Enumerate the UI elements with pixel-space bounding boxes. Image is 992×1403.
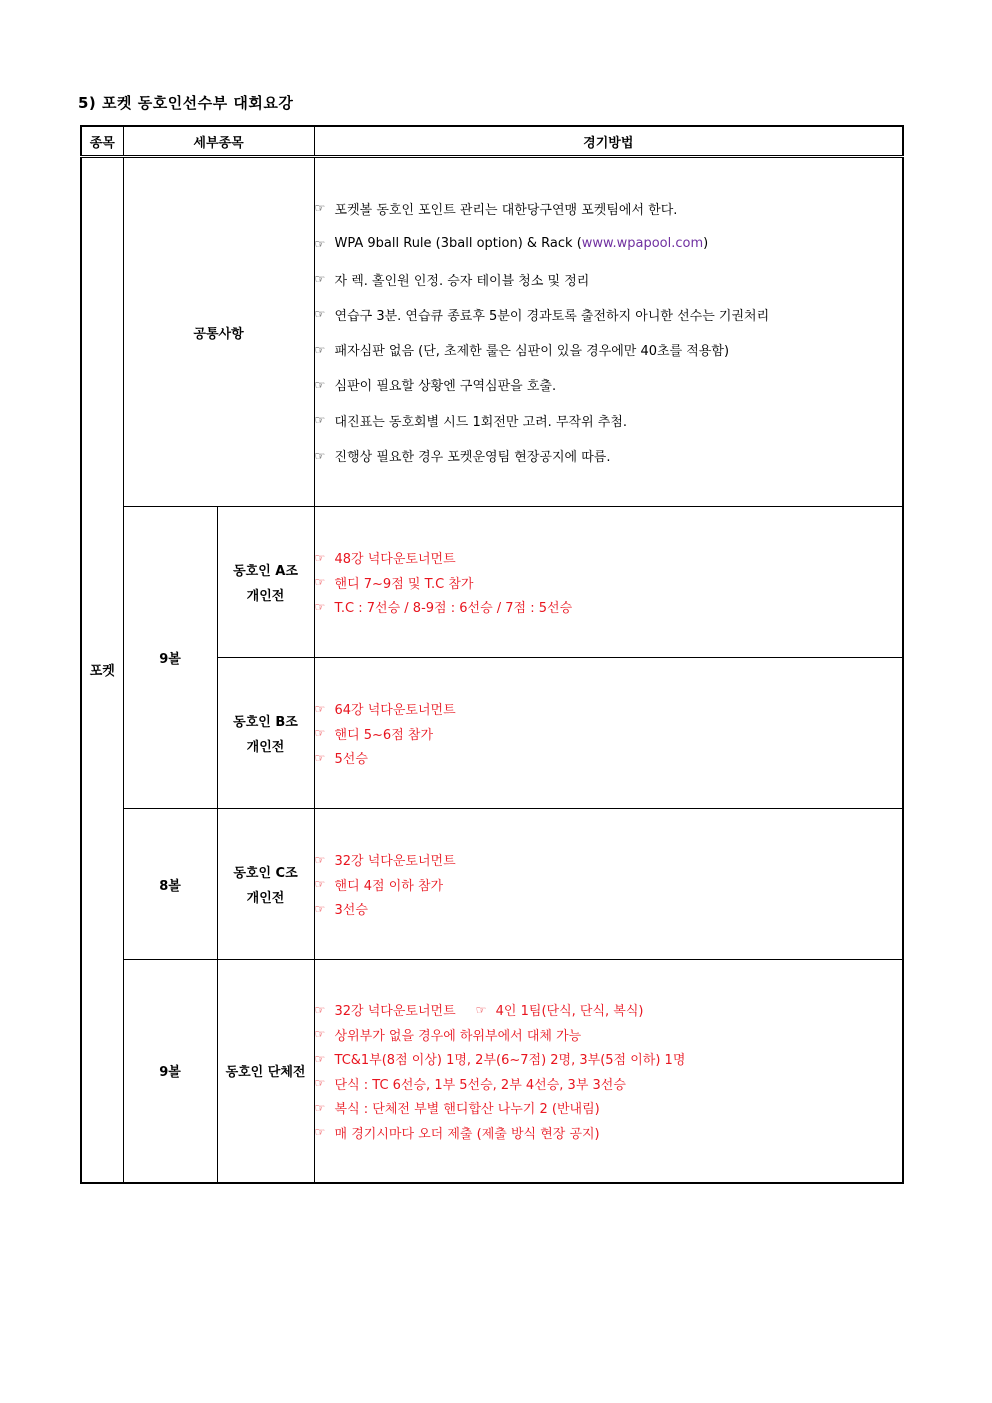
group-c-name: 동호인 C조 개인전 xyxy=(217,809,314,960)
pointing-hand-icon: ☞ xyxy=(314,1051,326,1066)
common-label: 공통사항 xyxy=(123,157,314,507)
group-b-name: 동호인 B조 개인전 xyxy=(217,658,314,809)
rule-line: ☞ 자 렉. 홀인원 인정. 승자 테이블 청소 및 정리 xyxy=(314,272,590,289)
pointing-hand-icon: ☞ xyxy=(314,1100,326,1115)
rule-line: ☞ 대진표는 동호회별 시드 1회전만 고려. 무작위 추첨. xyxy=(314,413,628,430)
group-a-name: 동호인 A조 개인전 xyxy=(217,507,314,658)
ball-type-9ball: 9볼 xyxy=(123,507,217,809)
common-row xyxy=(81,157,903,507)
rule-line: ☞ 포켓볼 동호인 포인트 관리는 대한당구연맹 포켓팀에서 한다. xyxy=(314,201,678,218)
pointing-hand-icon: ☞ xyxy=(314,1076,326,1090)
section-title: 5) 포켓 동호인선수부 대회요강 xyxy=(78,94,294,112)
header-subcategory: 세부종목 xyxy=(123,126,314,157)
group-c-method: ☞ 32강 넉다운토너먼트 ☞ 핸디 4점 이하 참가 ☞ 3선승 xyxy=(314,809,903,960)
pointing-hand-icon: ☞ xyxy=(314,726,326,740)
pointing-hand-icon: ☞ xyxy=(314,575,326,589)
pointing-hand-icon: ☞ xyxy=(314,701,326,716)
category-cell: 포켓 xyxy=(81,157,123,1183)
pointing-hand-icon: ☞ xyxy=(314,201,326,216)
ball-type-9ball-team: 9볼 xyxy=(123,960,217,1183)
pointing-hand-icon: ☞ xyxy=(314,377,326,392)
rule-line: ☞ 진행상 필요한 경우 포켓운영팀 현장공지에 따름. xyxy=(314,448,611,466)
ball-type-8ball: 8볼 xyxy=(123,809,217,960)
pointing-hand-icon: ☞ xyxy=(314,272,326,287)
rule-line: ☞ 패자심판 없음 (단, 초제한 룰은 심판이 있을 경우에만 40초를 적용함) xyxy=(314,342,730,360)
pointing-hand-icon: ☞ xyxy=(314,1125,326,1139)
group-a-method: ☞ 48강 넉다운토너먼트 ☞ 핸디 7~9점 및 T.C 참가 ☞ T.C : 7선승 / 8-9점 : 6선승 / 7점 : 5선승 xyxy=(314,507,903,658)
pointing-hand-icon: ☞ xyxy=(314,1027,326,1041)
group-team-row xyxy=(81,960,903,1183)
pointing-hand-icon: ☞ xyxy=(314,236,326,251)
pointing-hand-icon: ☞ xyxy=(314,877,326,891)
pointing-hand-icon: ☞ xyxy=(314,599,326,614)
wpa-link[interactable]: www.wpapool.com xyxy=(581,236,704,252)
pointing-hand-icon: ☞ xyxy=(314,852,326,867)
pointing-hand-icon: ☞ xyxy=(314,448,326,463)
group-team-method: ☞ 32강 넉다운토너먼트 ☞ 4인 1팀(단식, 단식, 복식) ☞ 상위부가 없을 경우에 하위부에서 대체 가능 ☞ TC&1부(8점 이상) 1명, 2부(6~7점) 2명, 3부(5점 이하) 1명 ☞ 단식 : TC 6선승, 1부 5선승, 2부 4선승, 3부 3선승 ☞ 복식 : 단체전 부별 핸디합산 나누기 2 (반내림) ☞ 매 경기시마다 오더 제출 (제출 방식 현장 공지) xyxy=(314,960,903,1183)
pointing-hand-icon: ☞ xyxy=(314,342,326,357)
header-category: 종목 xyxy=(81,126,123,157)
pointing-hand-icon: ☞ xyxy=(314,550,326,565)
pointing-hand-icon: ☞ xyxy=(314,901,326,916)
header-method: 경기방법 xyxy=(314,126,903,157)
header-row xyxy=(81,126,903,157)
pointing-hand-icon: ☞ xyxy=(314,413,326,428)
pointing-hand-icon: ☞ xyxy=(475,1002,487,1017)
group-team-name: 동호인 단체전 xyxy=(217,960,314,1183)
rule-line: ☞ 연습구 3분. 연습큐 종료후 5분이 경과토록 출전하지 아니한 선수는 기권처리 xyxy=(314,307,770,324)
pointing-hand-icon: ☞ xyxy=(314,307,326,322)
group-a-row xyxy=(81,507,903,658)
pointing-hand-icon: ☞ xyxy=(314,750,326,765)
tournament-rules-table xyxy=(80,125,904,1184)
rule-line: ☞ 심판이 필요할 상황엔 구역심판을 호출. xyxy=(314,377,557,395)
pointing-hand-icon: ☞ xyxy=(314,1002,326,1017)
rule-line: ☞ WPA 9ball Rule (3ball option) & Rack ( www.wpapool.com ) xyxy=(314,236,709,252)
common-method-cell xyxy=(314,157,903,507)
group-b-method: ☞ 64강 넉다운토너먼트 ☞ 핸디 5~6점 참가 ☞ 5선승 xyxy=(314,658,903,809)
group-c-row xyxy=(81,809,903,960)
